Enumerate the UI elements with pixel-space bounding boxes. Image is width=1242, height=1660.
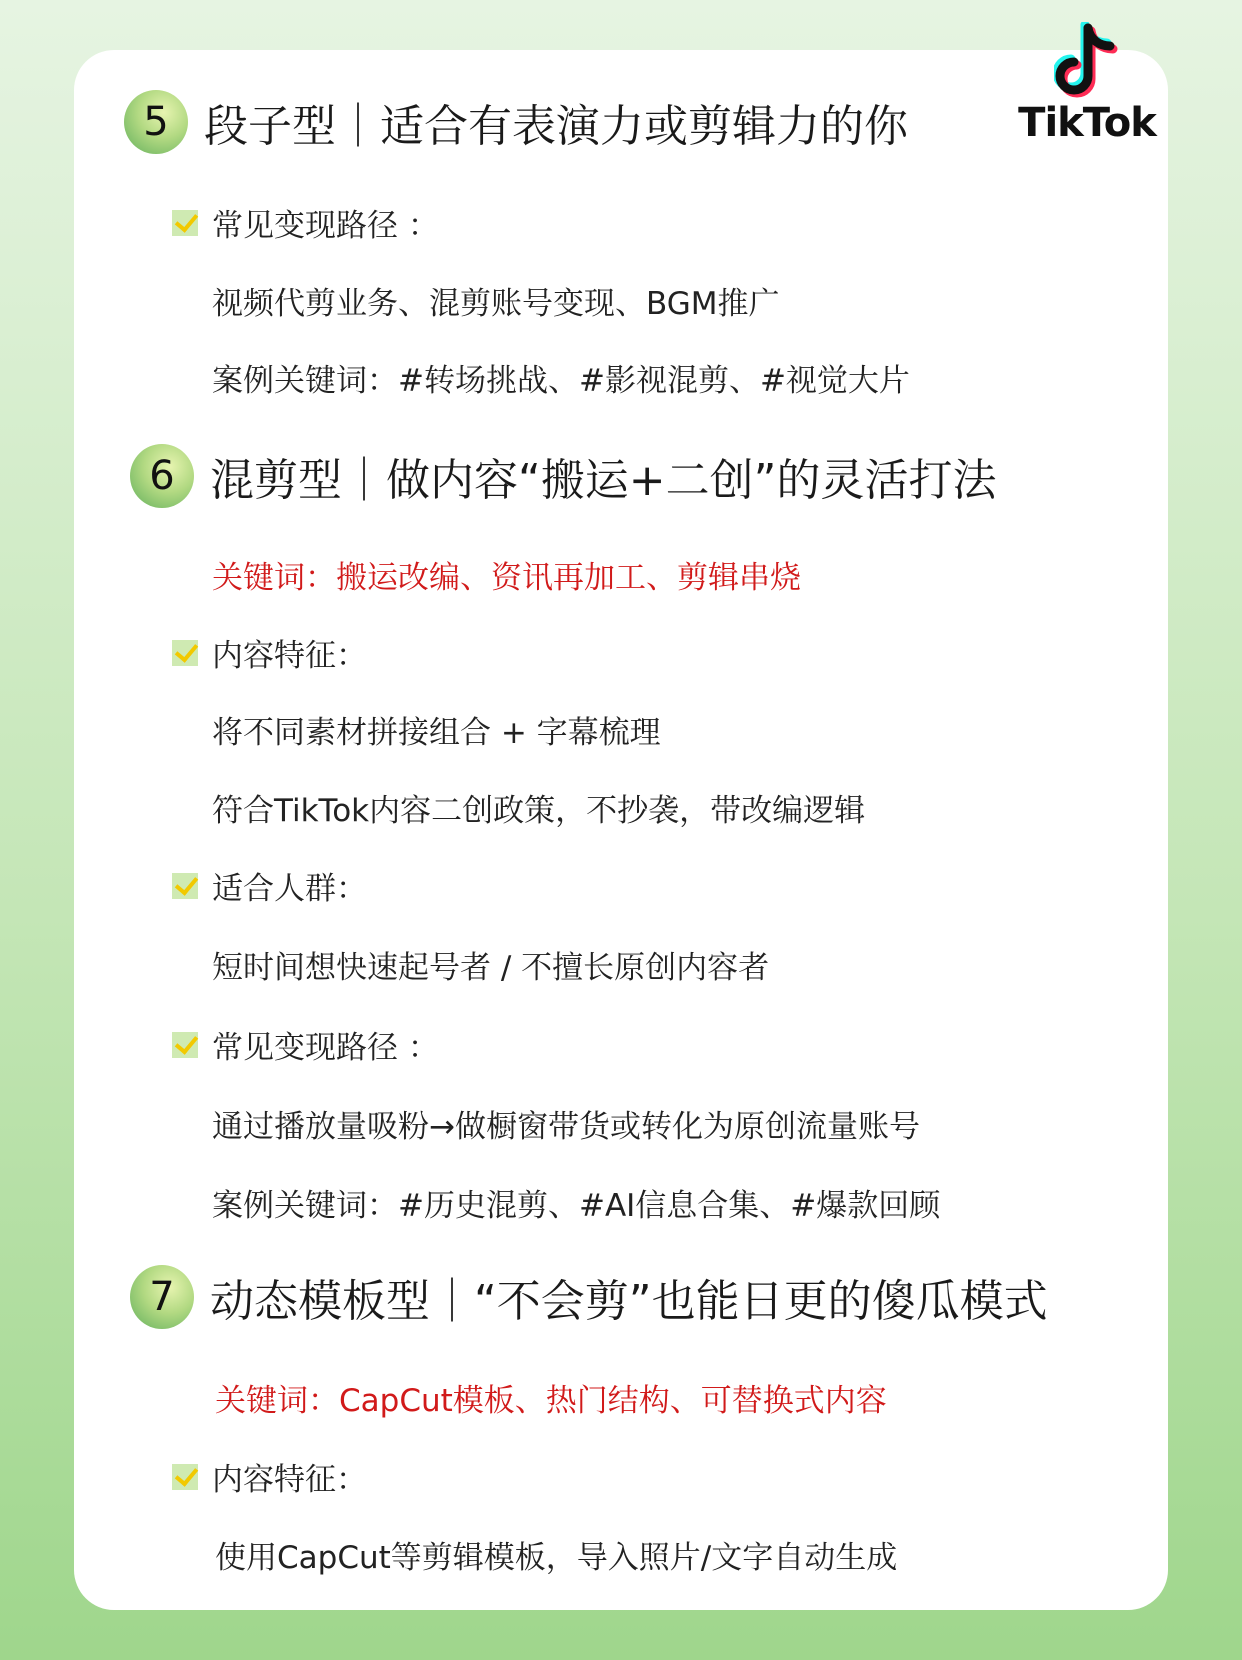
section-heading-7 <box>130 1265 1048 1329</box>
audience-label: 适合人群： <box>212 871 367 907</box>
section-title: 动态模板型｜“不会剪”也能日更的傻瓜模式 <box>210 1276 1048 1327</box>
feature-text: 将不同素材拼接组合 + 字幕梳理 <box>212 715 661 751</box>
section-number-badge: 7 <box>130 1265 194 1329</box>
features-label-row <box>172 1454 367 1499</box>
tiktok-note-icon <box>1054 22 1122 100</box>
paths-text: 通过播放量吸粉→做橱窗带货或转化为原创流量账号 <box>212 1109 920 1145</box>
features-label-row <box>172 630 367 675</box>
cases-text: 案例关键词：#转场挑战、#影视混剪、#视觉大片 <box>212 363 910 399</box>
logo-wordmark: TikTok <box>1018 100 1156 146</box>
features-label: 内容特征： <box>212 1462 367 1498</box>
features-label: 内容特征： <box>212 638 367 674</box>
section-title: 混剪型｜做内容“搬运+二创”的灵活打法 <box>210 455 997 506</box>
tiktok-logo <box>1002 22 1172 152</box>
paths-label-row <box>172 1022 439 1067</box>
paths-label: 常见变现路径 ： <box>212 1030 439 1066</box>
checkbox-icon <box>172 640 198 666</box>
keywords-text: 关键词：CapCut模板、热门结构、可替换式内容 <box>215 1383 887 1419</box>
checkbox-icon <box>172 873 198 899</box>
section-number-badge: 5 <box>124 90 188 154</box>
keywords-text: 关键词：搬运改编、资讯再加工、剪辑串烧 <box>212 560 801 596</box>
section-number-badge: 6 <box>130 444 194 508</box>
feature-text: 使用CapCut等剪辑模板，导入照片/文字自动生成 <box>215 1540 898 1576</box>
paths-text: 视频代剪业务、混剪账号变现、BGM推广 <box>212 286 780 322</box>
paths-label: 常见变现路径 ： <box>212 208 439 244</box>
paths-label-row <box>172 200 439 245</box>
cases-text: 案例关键词：#历史混剪、#AI信息合集、#爆款回顾 <box>212 1188 941 1224</box>
audience-text: 短时间想快速起号者 / 不擅长原创内容者 <box>212 950 770 986</box>
feature-text: 符合TikTok内容二创政策，不抄袭，带改编逻辑 <box>212 793 866 829</box>
section-title: 段子型｜适合有表演力或剪辑力的你 <box>204 101 908 152</box>
checkbox-icon <box>172 210 198 236</box>
audience-label-row <box>172 863 367 908</box>
checkbox-icon <box>172 1032 198 1058</box>
checkbox-icon <box>172 1464 198 1490</box>
section-heading-5 <box>124 90 908 154</box>
section-heading-6 <box>130 444 996 508</box>
